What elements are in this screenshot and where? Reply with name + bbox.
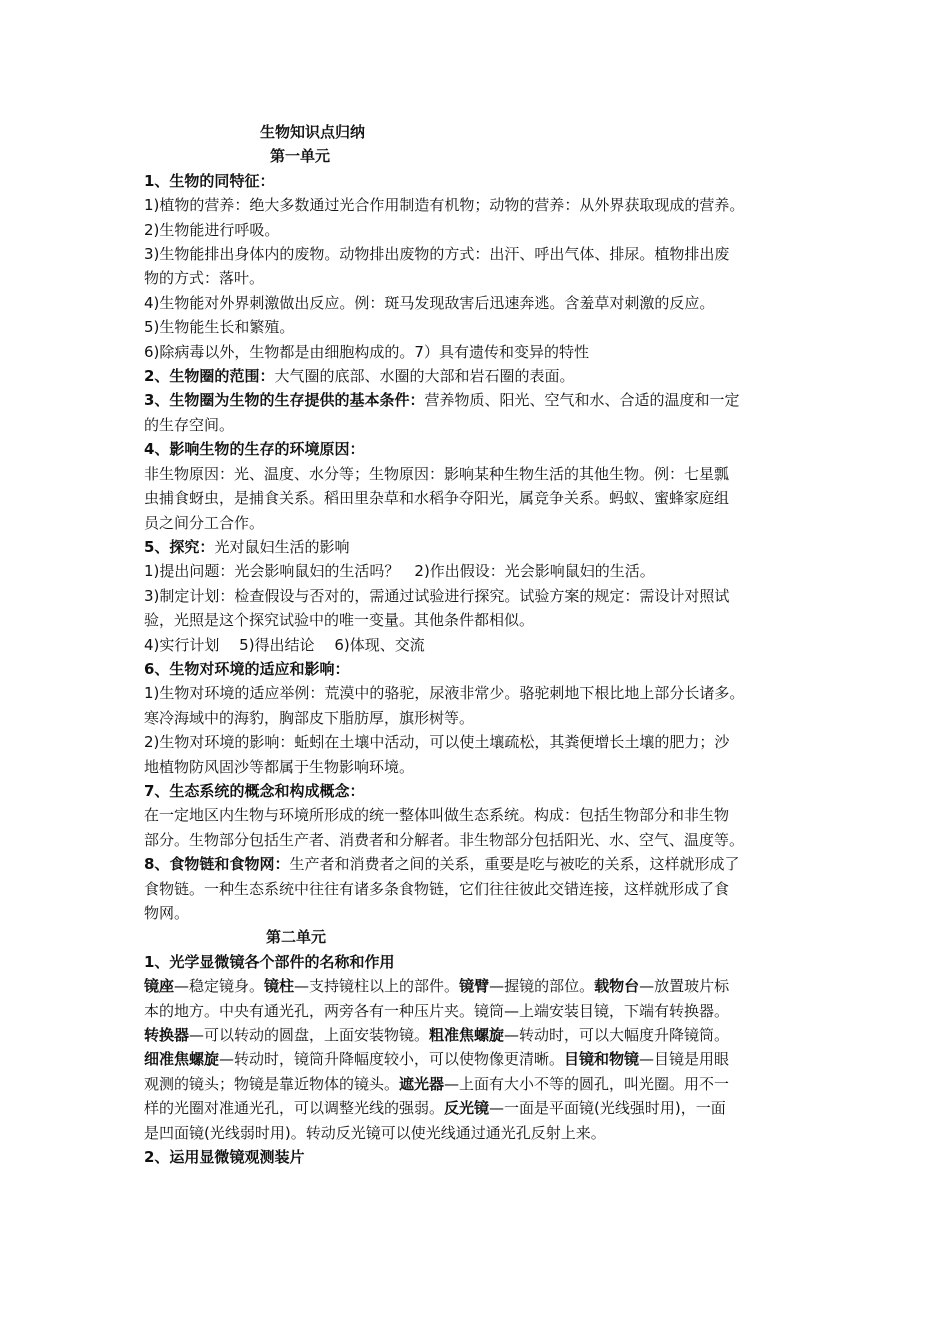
paragraph-line: 员之间分工合作。 [144, 513, 265, 532]
section-heading: 4、影响生物的生存的环境原因： [144, 440, 365, 459]
paragraph-line: 样的光圈对准通光孔，可以调整光线的强弱。反光镜—一面是平面镜(光线强时用)，一面 [144, 1099, 726, 1118]
section-heading: 3、生物圈为生物的生存提供的基本条件：营养物质、阳光、空气和水、合适的温度和一定 [144, 391, 740, 410]
paragraph-line: 镜座—稳定镜身。镜柱—支持镜柱以上的部件。镜臂—握镜的部位。载物台—放置玻片标 [144, 977, 730, 996]
unit-heading-1: 第一单元 [270, 147, 331, 166]
paragraph-line: 1)生物对环境的适应举例：荒漠中的骆驼，尿液非常少。骆驼刺地下根比地上部分长诸多。 [144, 684, 745, 703]
unit-heading-2: 第二单元 [266, 928, 327, 947]
paragraph-line: 物的方式：落叶。 [144, 269, 265, 288]
paragraph-line: 细准焦螺旋—转动时，镜筒升降幅度较小，可以使物像更清晰。目镜和物镜—目镜是用眼 [144, 1050, 730, 1069]
paragraph-line: 6)除病毒以外，生物都是由细胞构成的。7）具有遗传和变异的特性 [144, 342, 589, 361]
paragraph-line: 的生存空间。 [144, 415, 235, 434]
section-heading: 1、生物的同特征： [144, 171, 275, 190]
doc-title: 生物知识点归纳 [260, 123, 366, 141]
paragraph-line: 寒冷海域中的海豹，胸部皮下脂肪厚，旗形树等。 [144, 708, 475, 727]
paragraph-line: 1)提出问题：光会影响鼠妇的生活吗？ 2)作出假设：光会影响鼠妇的生活。 [144, 562, 655, 581]
paragraph-line: 验，光照是这个探究试验中的唯一变量。其他条件都相似。 [144, 611, 535, 630]
paragraph-line: 2)生物对环境的影响：蚯蚓在土壤中活动，可以使土壤疏松，其粪便增长土壤的肥力；沙 [144, 733, 730, 752]
paragraph-line: 1)植物的营养：绝大多数通过光合作用制造有机物；动物的营养：从外界获取现成的营养。 [144, 196, 745, 215]
paragraph-line: 在一定地区内生物与环境所形成的统一整体叫做生态系统。构成：包括生物部分和非生物 [144, 806, 730, 825]
section-heading: 6、生物对环境的适应和影响： [144, 659, 350, 678]
paragraph-line: 3)生物能排出身体内的废物。动物排出废物的方式：出汗、呼出气体、排尿。植物排出废 [144, 245, 730, 264]
paragraph-line: 食物链。一种生态系统中往往有诸多条食物链，它们往往彼此交错连接，这样就形成了食 [144, 879, 730, 898]
paragraph-line: 3)制定计划：检查假设与否对的，需通过试验进行探究。试验方案的规定：需设计对照试 [144, 586, 730, 605]
paragraph-line: 非生物原因：光、温度、水分等；生物原因：影响某种生物生活的其他生物。例：七星瓢 [144, 464, 730, 483]
paragraph-line: 虫捕食蚜虫，是捕食关系。稻田里杂草和水稻争夺阳光，属竞争关系。蚂蚁、蜜蜂家庭组 [144, 489, 730, 508]
document-page [144, 120, 824, 1169]
section-heading: 1、光学显微镜各个部件的名称和作用 [144, 952, 395, 971]
paragraph-line: 本的地方。中央有通光孔，两旁各有一种压片夹。镜筒—上端安装目镜，下端有转换器。 [144, 1001, 730, 1020]
paragraph-line: 转换器—可以转动的圆盘，上面安装物镜。粗准焦螺旋—转动时，可以大幅度升降镜筒。 [144, 1026, 730, 1045]
section-heading: 7、生态系统的概念和构成概念： [144, 781, 365, 800]
section-heading: 2、运用显微镜观测装片 [144, 1148, 305, 1167]
section-heading: 2、生物圈的范围：大气圈的底部、水圈的大部和岩石圈的表面。 [144, 367, 575, 386]
paragraph-line: 物网。 [144, 904, 190, 922]
paragraph-line: 2)生物能进行呼吸。 [144, 220, 280, 239]
paragraph-line: 5)生物能生长和繁殖。 [144, 318, 295, 337]
paragraph-line: 观测的镜头；物镜是靠近物体的镜头。遮光器—上面有大小不等的圆孔，叫光圈。用不一 [144, 1074, 730, 1093]
paragraph-line: 地植物防风固沙等都属于生物影响环境。 [144, 757, 415, 776]
paragraph-line: 部分。生物部分包括生产者、消费者和分解者。非生物部分包括阳光、水、空气、温度等。 [144, 830, 745, 849]
paragraph-line: 4)实行计划 5)得出结论 6)体现、交流 [144, 635, 425, 654]
paragraph-line: 4)生物能对外界刺激做出反应。例：斑马发现敌害后迅速奔逃。含羞草对刺激的反应。 [144, 293, 715, 312]
section-heading: 8、食物链和食物网：生产者和消费者之间的关系，重要是吃与被吃的关系，这样就形成了 [144, 855, 740, 874]
section-heading: 5、探究：光对鼠妇生活的影响 [144, 537, 350, 556]
paragraph-line: 是凹面镜(光线弱时用)。转动反光镜可以使光线通过通光孔反射上来。 [144, 1123, 606, 1142]
